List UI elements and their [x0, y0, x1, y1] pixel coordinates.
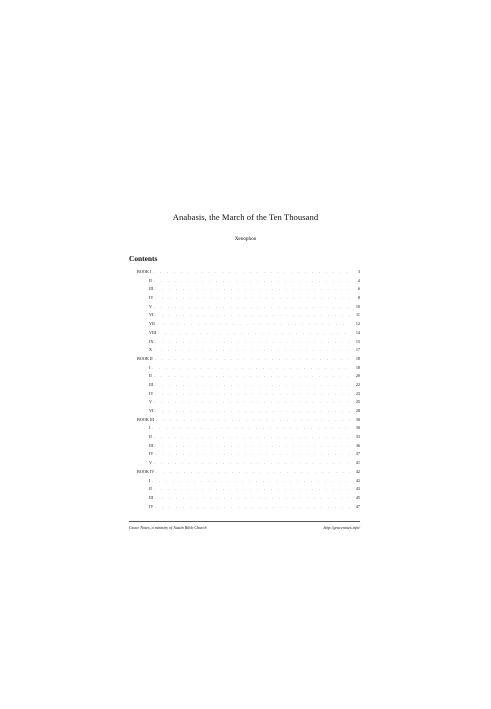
- toc-dot-leader: [155, 381, 350, 390]
- footer-ministry: Grace Notes, a ministry of Austin Bible Church: [129, 525, 207, 530]
- toc-page-number: 33: [355, 434, 360, 440]
- toc-dot-leader: [155, 311, 350, 320]
- toc-page-number: 45: [355, 494, 360, 500]
- toc-dot-leader: [155, 338, 350, 347]
- toc-chapter-entry[interactable]: [137, 303, 360, 312]
- toc-dot-leader: [154, 433, 350, 442]
- toc-page-number: 15: [355, 338, 360, 344]
- toc-chapter-entry[interactable]: [137, 390, 360, 399]
- toc-dot-leader: [155, 294, 350, 303]
- toc-entry-label: III: [149, 442, 154, 448]
- toc-entry-label: X: [149, 347, 153, 353]
- toc-chapter-entry[interactable]: [137, 277, 360, 286]
- toc-page-number: 18: [355, 355, 360, 361]
- toc-chapter-entry[interactable]: [137, 485, 360, 494]
- toc-page-number: 36: [355, 442, 360, 448]
- toc-page-number: 6: [357, 286, 360, 292]
- toc-chapter-entry[interactable]: [137, 477, 360, 486]
- toc-entry-label: III: [149, 286, 154, 292]
- toc-entry-label: IV: [149, 295, 154, 301]
- toc-dot-leader: [155, 407, 350, 416]
- toc-chapter-entry[interactable]: [137, 442, 360, 451]
- toc-page-number: 47: [355, 503, 360, 509]
- toc-dot-leader: [154, 277, 350, 286]
- toc-page-number: 37: [355, 451, 360, 457]
- toc-dot-leader: [155, 503, 350, 512]
- toc-page-number: 10: [355, 303, 360, 309]
- toc-entry-label: II: [149, 373, 152, 379]
- toc-dot-leader: [154, 303, 350, 312]
- toc-chapter-entry[interactable]: [137, 503, 360, 512]
- toc-entry-label: II: [149, 486, 152, 492]
- table-of-contents: [137, 268, 360, 511]
- toc-entry-label: I: [149, 364, 151, 370]
- toc-dot-leader: [154, 485, 350, 494]
- toc-chapter-entry[interactable]: [137, 433, 360, 442]
- toc-page-number: 30: [355, 416, 360, 422]
- toc-chapter-entry[interactable]: [137, 398, 360, 407]
- toc-dot-leader: [157, 320, 350, 329]
- toc-chapter-entry[interactable]: [137, 338, 360, 347]
- document-author: Xenophon: [234, 236, 257, 242]
- toc-entry-label: IV: [149, 503, 154, 509]
- toc-entry-label: BOOK I: [137, 269, 152, 274]
- toc-entry-label: II: [149, 277, 152, 283]
- toc-dot-leader: [155, 450, 350, 459]
- document-title: Anabasis, the March of the Ten Thousand: [172, 212, 319, 222]
- toc-dot-leader: [154, 398, 350, 407]
- toc-book-entry[interactable]: [137, 268, 360, 277]
- toc-dot-leader: [154, 346, 350, 355]
- toc-chapter-entry[interactable]: [137, 459, 360, 468]
- toc-entry-label: V: [149, 303, 153, 309]
- toc-chapter-entry[interactable]: [137, 311, 360, 320]
- toc-dot-leader: [156, 468, 350, 477]
- toc-dot-leader: [155, 285, 350, 294]
- toc-entry-label: III: [149, 381, 154, 387]
- toc-chapter-entry[interactable]: [137, 372, 360, 381]
- toc-entry-label: VI: [149, 312, 154, 318]
- toc-page-number: 3: [357, 269, 360, 274]
- toc-chapter-entry[interactable]: [137, 450, 360, 459]
- toc-page-number: 30: [355, 425, 360, 431]
- toc-chapter-entry[interactable]: [137, 329, 360, 338]
- footer-rule: [129, 521, 360, 522]
- toc-entry-label: VIII: [149, 329, 157, 335]
- toc-page-number: 43: [355, 486, 360, 492]
- toc-chapter-entry[interactable]: [137, 424, 360, 433]
- toc-entry-label: BOOK III: [137, 416, 155, 422]
- toc-chapter-entry[interactable]: [137, 346, 360, 355]
- toc-page-number: 14: [355, 329, 360, 335]
- toc-page-number: 41: [355, 460, 360, 466]
- toc-book-entry[interactable]: [137, 416, 360, 425]
- toc-chapter-entry[interactable]: [137, 407, 360, 416]
- toc-page-number: 23: [355, 390, 360, 396]
- toc-page-number: 17: [355, 347, 360, 353]
- toc-entry-label: BOOK II: [137, 355, 153, 361]
- toc-dot-leader: [152, 424, 350, 433]
- toc-book-entry[interactable]: [137, 468, 360, 477]
- toc-page-number: 42: [355, 468, 360, 474]
- toc-entry-label: V: [149, 399, 153, 405]
- toc-entry-label: VII: [149, 321, 155, 327]
- toc-entry-label: VI: [149, 408, 154, 413]
- toc-chapter-entry[interactable]: [137, 364, 360, 373]
- toc-entry-label: BOOK IV: [137, 468, 155, 474]
- toc-chapter-entry[interactable]: [137, 381, 360, 390]
- toc-entry-label: III: [149, 494, 154, 500]
- toc-entry-label: IX: [149, 338, 154, 344]
- toc-entry-label: IV: [149, 451, 154, 457]
- toc-page-number: 22: [355, 381, 360, 387]
- toc-dot-leader: [154, 372, 350, 381]
- contents-heading: Contents: [129, 254, 158, 263]
- toc-page-number: 8: [357, 295, 360, 301]
- toc-chapter-entry[interactable]: [137, 494, 360, 503]
- toc-dot-leader: [154, 459, 350, 468]
- toc-page-number: 28: [355, 408, 360, 413]
- toc-dot-leader: [155, 390, 350, 399]
- toc-page-number: 12: [355, 321, 360, 327]
- footer-url[interactable]: http://gracenotes.info/: [323, 525, 360, 530]
- toc-dot-leader: [156, 416, 350, 425]
- toc-chapter-entry[interactable]: [137, 294, 360, 303]
- toc-dot-leader: [155, 494, 350, 503]
- toc-entry-label: IV: [149, 390, 154, 396]
- toc-page-number: 11: [355, 312, 360, 318]
- toc-entry-label: II: [149, 434, 152, 440]
- toc-entry-label: I: [149, 477, 151, 483]
- toc-dot-leader: [155, 442, 350, 451]
- toc-chapter-entry[interactable]: [137, 320, 360, 329]
- toc-dot-leader: [155, 355, 350, 364]
- toc-dot-leader: [152, 364, 350, 373]
- toc-page-number: 42: [355, 477, 360, 483]
- toc-dot-leader: [158, 329, 350, 338]
- toc-page-number: 20: [355, 373, 360, 379]
- toc-dot-leader: [153, 268, 350, 277]
- toc-entry-label: V: [149, 460, 153, 466]
- toc-book-entry[interactable]: [137, 355, 360, 364]
- toc-chapter-entry[interactable]: [137, 285, 360, 294]
- toc-page-number: 4: [357, 277, 360, 283]
- toc-page-number: 18: [355, 364, 360, 370]
- toc-entry-label: I: [149, 425, 151, 431]
- toc-dot-leader: [152, 477, 350, 486]
- toc-page-number: 25: [355, 399, 360, 405]
